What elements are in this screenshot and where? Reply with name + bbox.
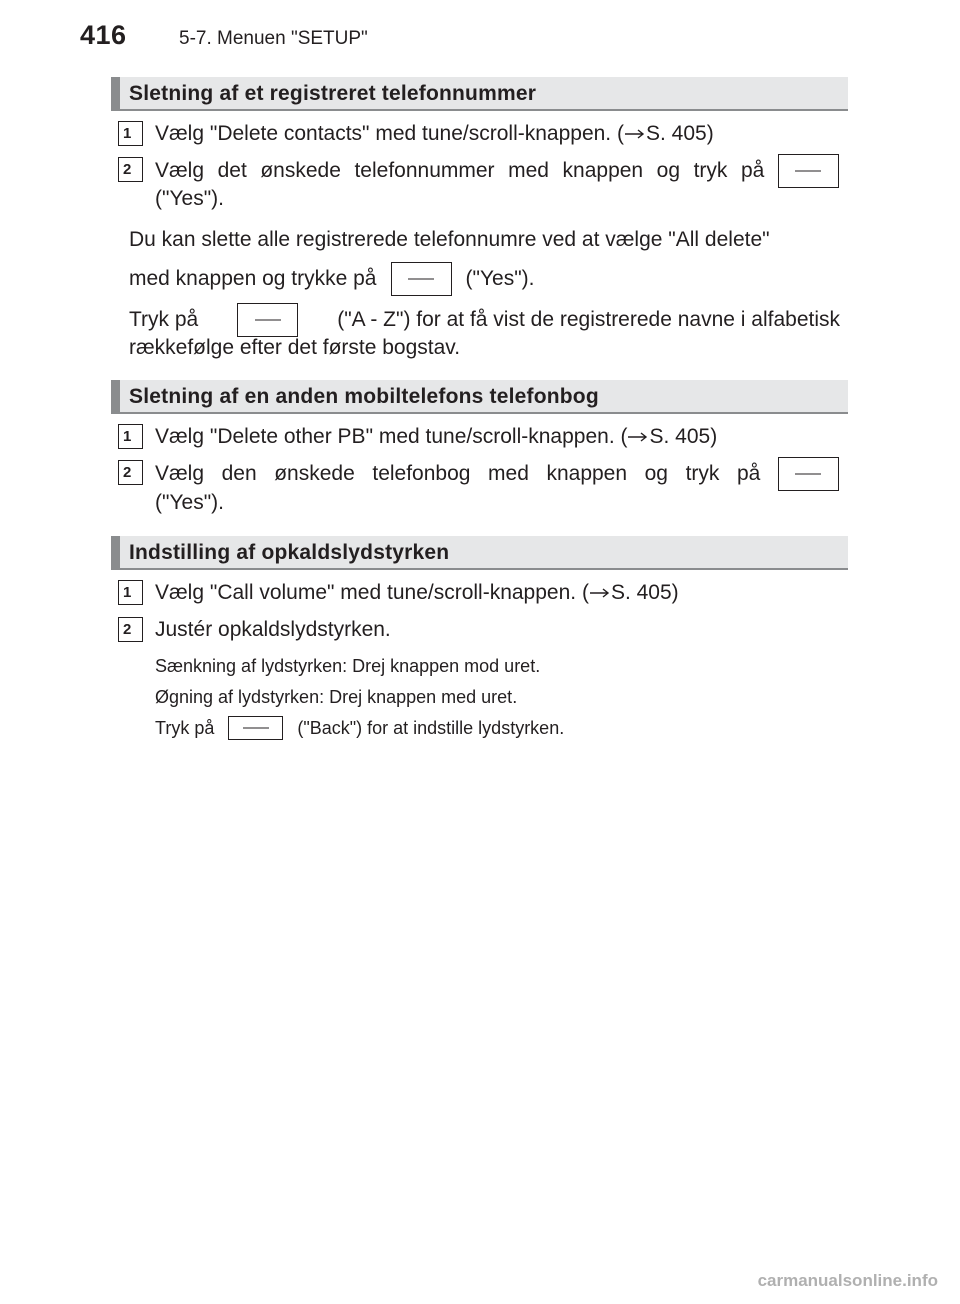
step-text-main: Vælg "Delete contacts" med tune/scroll-knappen. ( bbox=[155, 122, 624, 145]
right-arrow-icon bbox=[627, 431, 649, 443]
note-line bbox=[155, 716, 564, 740]
step-number: 2 bbox=[118, 617, 143, 642]
note-line bbox=[129, 262, 535, 296]
step-text bbox=[155, 122, 839, 146]
watermark: carmanualsonline.info bbox=[757, 1271, 938, 1290]
step-text-main: Vælg "Call volume" med tune/scroll-knappen. ( bbox=[155, 581, 589, 604]
yes-button-symbol bbox=[391, 262, 452, 296]
word: tryk bbox=[685, 462, 720, 485]
word: tryk bbox=[693, 159, 728, 182]
note-text: Øgning af lydstyrken: Drej knappen med uret. bbox=[155, 687, 518, 707]
section-header bbox=[111, 536, 848, 570]
word: det bbox=[217, 159, 247, 182]
section-title: Indstilling af opkaldslydstyrken bbox=[129, 541, 450, 564]
step-continuation: ("Yes"). bbox=[155, 491, 224, 514]
step-text: Justér opkaldslydstyrken. bbox=[155, 618, 391, 641]
step-number: 1 bbox=[118, 121, 143, 146]
step-text bbox=[155, 153, 839, 189]
word: knappen bbox=[562, 159, 644, 182]
a-z-button-symbol bbox=[237, 303, 298, 337]
page-number: 416 bbox=[80, 20, 127, 50]
page-reference[interactable]: S. 405) bbox=[610, 581, 679, 604]
step-text bbox=[155, 425, 839, 449]
word: med bbox=[508, 159, 549, 182]
section-header bbox=[111, 77, 848, 111]
chapter-title: 5-7. Menuen "SETUP" bbox=[179, 28, 368, 49]
word: og bbox=[656, 159, 681, 182]
word: den bbox=[221, 462, 257, 485]
step-number: 1 bbox=[118, 580, 143, 605]
note-text: Tryk på bbox=[155, 717, 215, 738]
note-text: Tryk på bbox=[129, 308, 199, 331]
step-number: 2 bbox=[118, 460, 143, 485]
page-reference[interactable]: S. 405) bbox=[645, 122, 714, 145]
word: Vælg bbox=[155, 159, 205, 182]
section-title: Sletning af et registreret telefonnummer bbox=[129, 82, 537, 105]
word: på bbox=[740, 159, 765, 182]
word: ønskede bbox=[260, 159, 341, 182]
step-text bbox=[155, 581, 839, 605]
note-text: Du kan slette alle registrerede telefonnumre ved at vælge "All delete" bbox=[129, 228, 770, 251]
note-text: ("A - Z") for at få vist de registrerede navne i alfabetisk bbox=[337, 308, 840, 331]
note-text: ("Yes"). bbox=[465, 267, 535, 290]
back-button-symbol bbox=[228, 716, 283, 740]
word: på bbox=[736, 462, 761, 485]
word: med bbox=[488, 462, 529, 485]
step-number: 1 bbox=[118, 424, 143, 449]
section-header bbox=[111, 380, 848, 414]
step-text bbox=[155, 456, 839, 492]
word: og bbox=[644, 462, 668, 485]
word: telefonnummer bbox=[354, 159, 495, 182]
right-arrow-icon bbox=[624, 128, 646, 140]
section-title: Sletning af en anden mobiltelefons telefonbog bbox=[129, 385, 599, 408]
step-number: 2 bbox=[118, 157, 143, 182]
word: ønskede bbox=[274, 462, 355, 485]
yes-button-symbol bbox=[778, 457, 839, 491]
note-text: Sænkning af lydstyrken: Drej knappen mod uret. bbox=[155, 656, 541, 676]
note-line bbox=[129, 303, 840, 337]
page-reference[interactable]: S. 405) bbox=[649, 425, 718, 448]
right-arrow-icon bbox=[589, 587, 611, 599]
note-text: ("Back") for at indstille lydstyrken. bbox=[297, 717, 565, 738]
yes-button-symbol bbox=[778, 154, 839, 188]
step-continuation: ("Yes"). bbox=[155, 187, 224, 210]
word: telefonbog bbox=[372, 462, 471, 485]
note-text: rækkefølge efter det første bogstav. bbox=[129, 336, 461, 359]
word: knappen bbox=[546, 462, 628, 485]
word: Vælg bbox=[155, 462, 205, 485]
note-text: med knappen og trykke på bbox=[129, 267, 377, 290]
step-text-main: Vælg "Delete other PB" med tune/scroll-knappen. ( bbox=[155, 425, 628, 448]
